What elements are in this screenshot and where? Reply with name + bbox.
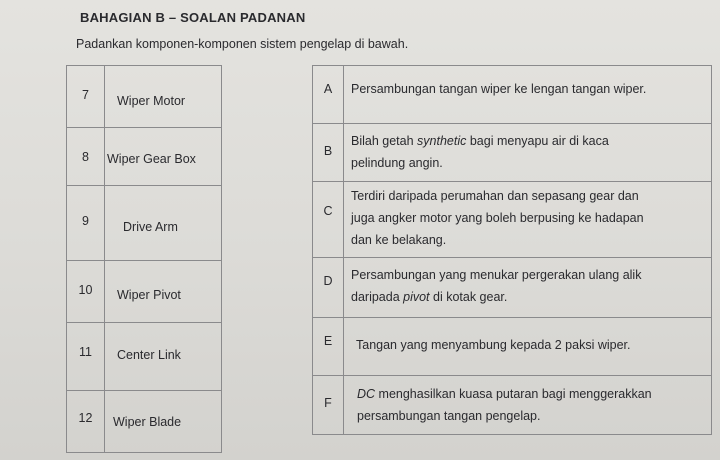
component-row [67,391,221,452]
component-name: Wiper Blade [113,415,182,429]
description-letter: E [313,318,344,375]
description-row [313,376,711,434]
component-row [67,261,221,323]
component-row [67,128,221,186]
description-line: dan ke belakang. [351,233,447,247]
description-text [356,334,705,356]
section-heading: BAHAGIAN B – SOALAN PADANAN [80,10,306,25]
description-line: juga angker motor yang boleh berpusing ke hadapan [351,211,644,225]
component-number: 12 [67,391,105,452]
component-row [67,323,221,391]
component-row [67,186,221,261]
component-name: Drive Arm [123,220,178,234]
description-line: daripada pivot di kotak gear. [351,290,508,304]
description-row [313,318,711,376]
description-line: Persambungan tangan wiper ke lengan tangan wiper. [351,82,647,96]
description-text [357,383,705,427]
description-row [313,182,711,258]
component-number: 11 [67,323,105,390]
description-row [313,66,711,124]
description-text [351,78,705,100]
description-line: pelindung angin. [351,156,443,170]
description-text [351,264,705,308]
description-line: Bilah getah synthetic bagi menyapu air di kaca [351,134,609,148]
description-line: DC menghasilkan kuasa putaran bagi menggerakkan [357,387,652,401]
description-text [351,185,705,251]
description-row [313,258,711,318]
component-name: Wiper Gear Box [107,152,196,166]
component-number: 9 [67,186,105,260]
description-letter: A [313,66,344,123]
descriptions-table [312,65,712,435]
component-number: 8 [67,128,105,185]
description-letter: F [313,376,344,434]
component-name: Wiper Pivot [117,288,181,302]
description-letter: C [313,182,344,257]
component-name: Wiper Motor [117,94,186,108]
instruction-text: Padankan komponen-komponen sistem pengelap di bawah. [76,37,409,51]
description-letter: D [313,258,344,317]
description-text [351,130,705,174]
component-name: Center Link [117,348,181,362]
description-line: Persambungan yang menukar pergerakan ulang alik [351,268,642,282]
component-number: 7 [67,66,105,127]
component-number: 10 [67,261,105,322]
description-row [313,124,711,182]
description-line: Tangan yang menyambung kepada 2 paksi wiper. [356,338,631,352]
components-table [66,65,222,453]
description-line: Terdiri daripada perumahan dan sepasang gear dan [351,189,639,203]
description-line: persambungan tangan pengelap. [357,409,541,423]
description-letter: B [313,124,344,181]
component-row [67,66,221,128]
